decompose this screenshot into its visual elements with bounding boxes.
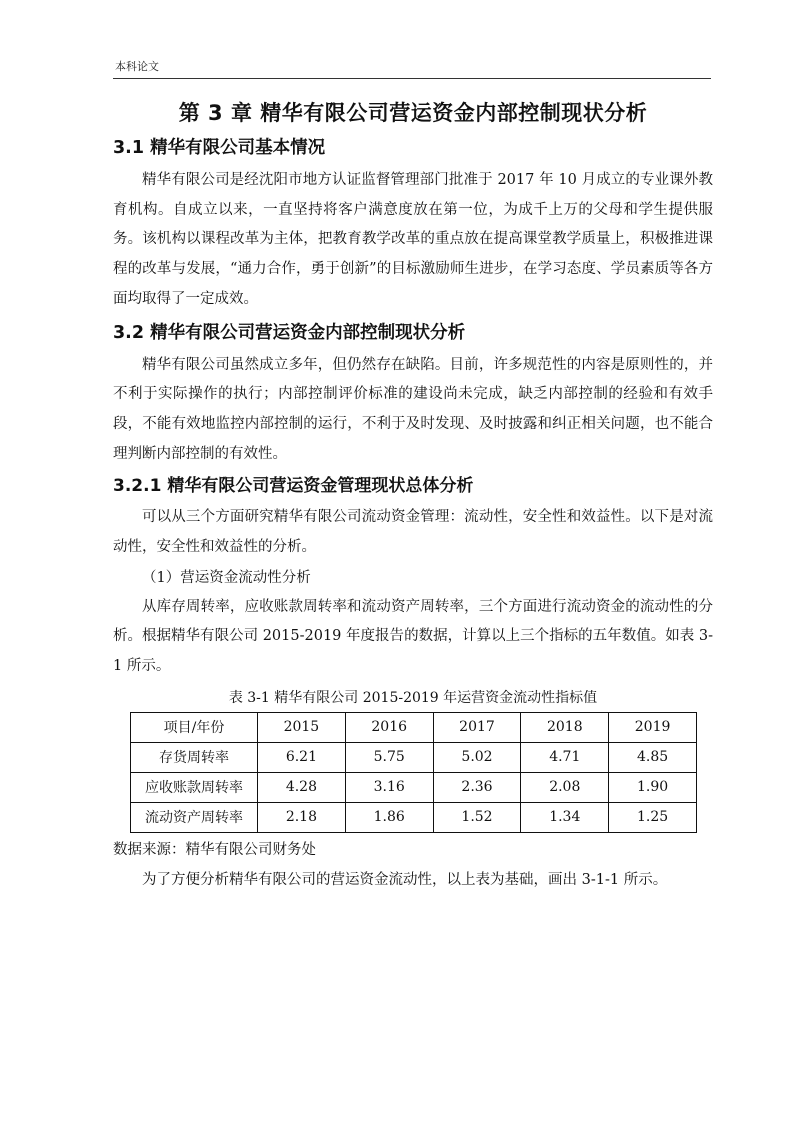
subsection-1-heading: （1）营运资金流动性分析: [142, 569, 311, 586]
section-3-1-heading: 3.1 精华有限公司基本情况: [113, 138, 326, 158]
table-header-cell: 2018: [521, 712, 609, 742]
table-cell: 流动资产周转率: [131, 802, 258, 832]
running-header: 本科论文: [115, 60, 159, 73]
table-cell: 4.85: [609, 742, 697, 772]
table-cell: 1.90: [609, 772, 697, 802]
table-cell: 3.16: [345, 772, 433, 802]
table-cell: 应收账款周转率: [131, 772, 258, 802]
table-header-cell: 2019: [609, 712, 697, 742]
chapter-title: 第 3 章 精华有限公司营运资金内部控制现状分析: [178, 101, 648, 125]
liquidity-table: [130, 712, 697, 833]
table-cell: 4.28: [258, 772, 346, 802]
table-header-row: [131, 712, 697, 742]
table-cell: 4.71: [521, 742, 609, 772]
table-header-cell: 2015: [258, 712, 346, 742]
table-header-cell: 项目/年份: [131, 712, 258, 742]
table-caption: 表 3-1 精华有限公司 2015-2019 年运营资金流动性指标值: [228, 689, 598, 706]
table-row: [131, 772, 697, 802]
section-3-2-1-heading: 3.2.1 精华有限公司营运资金管理现状总体分析: [113, 476, 474, 497]
table-cell: 2.18: [258, 802, 346, 832]
table-cell: 5.02: [433, 742, 521, 772]
section-3-2-heading: 3.2 精华有限公司营运资金内部控制现状分析: [113, 322, 466, 343]
table-cell: 1.86: [345, 802, 433, 832]
table-cell: 1.34: [521, 802, 609, 832]
table-cell: 5.75: [345, 742, 433, 772]
section-3-2-1-paragraph: 可以从三个方面研究精华有限公司流动资金管理：流动性，安全性和效益性。以下是对流动性，安全性和效益性的分析。: [113, 509, 713, 556]
table-header-cell: 2016: [345, 712, 433, 742]
table-row: [131, 802, 697, 832]
subsection-1-paragraph: 从库存周转率，应收账款周转率和流动资产周转率，三个方面进行流动资金的流动性的分析。根据精华有限公司 2015-2019 年度报告的数据，计算以上三个指标的五年数值。如表 3-1 所示。: [113, 598, 713, 675]
closing-paragraph: 为了方便分析精华有限公司的营运资金流动性，以上表为基础，画出 3-1-1 所示。: [142, 871, 668, 888]
section-3-2-paragraph: 精华有限公司虽然成立多年，但仍然存在缺陷。目前，许多规范性的内容是原则性的，并不利于实际操作的执行；内部控制评价标准的建设尚未完成，缺乏内部控制的经验和有效手段，不能有效地监控内部控制的运行，不利于及时发现、及时披露和纠正相关问题，也不能合理判断内部控制的有效性。: [113, 356, 713, 462]
section-3-1-paragraph: 精华有限公司是经沈阳市地方认证监督管理部门批准于 2017 年 10 月成立的专业课外教育机构。自成立以来，一直坚持将客户满意度放在第一位，为成千上万的父母和学生提供服务。该机构以课程改革为主体，把教育教学改革的重点放在提高课堂教学质量上，积极推进课程的改革与发展，“通力合作，勇于创新”的目标激励师生进步，在学习态度、学员素质等各方面均取得了一定成效。: [113, 172, 713, 307]
page-content: [113, 96, 713, 895]
data-source-note: 数据来源：精华有限公司财务处: [113, 841, 316, 858]
table-cell: 1.52: [433, 802, 521, 832]
table-cell: 存货周转率: [131, 742, 258, 772]
table-row: [131, 742, 697, 772]
table-cell: 1.25: [609, 802, 697, 832]
table-cell: 6.21: [258, 742, 346, 772]
header-divider: [113, 78, 711, 79]
table-cell: 2.08: [521, 772, 609, 802]
table-header-cell: 2017: [433, 712, 521, 742]
table-cell: 2.36: [433, 772, 521, 802]
